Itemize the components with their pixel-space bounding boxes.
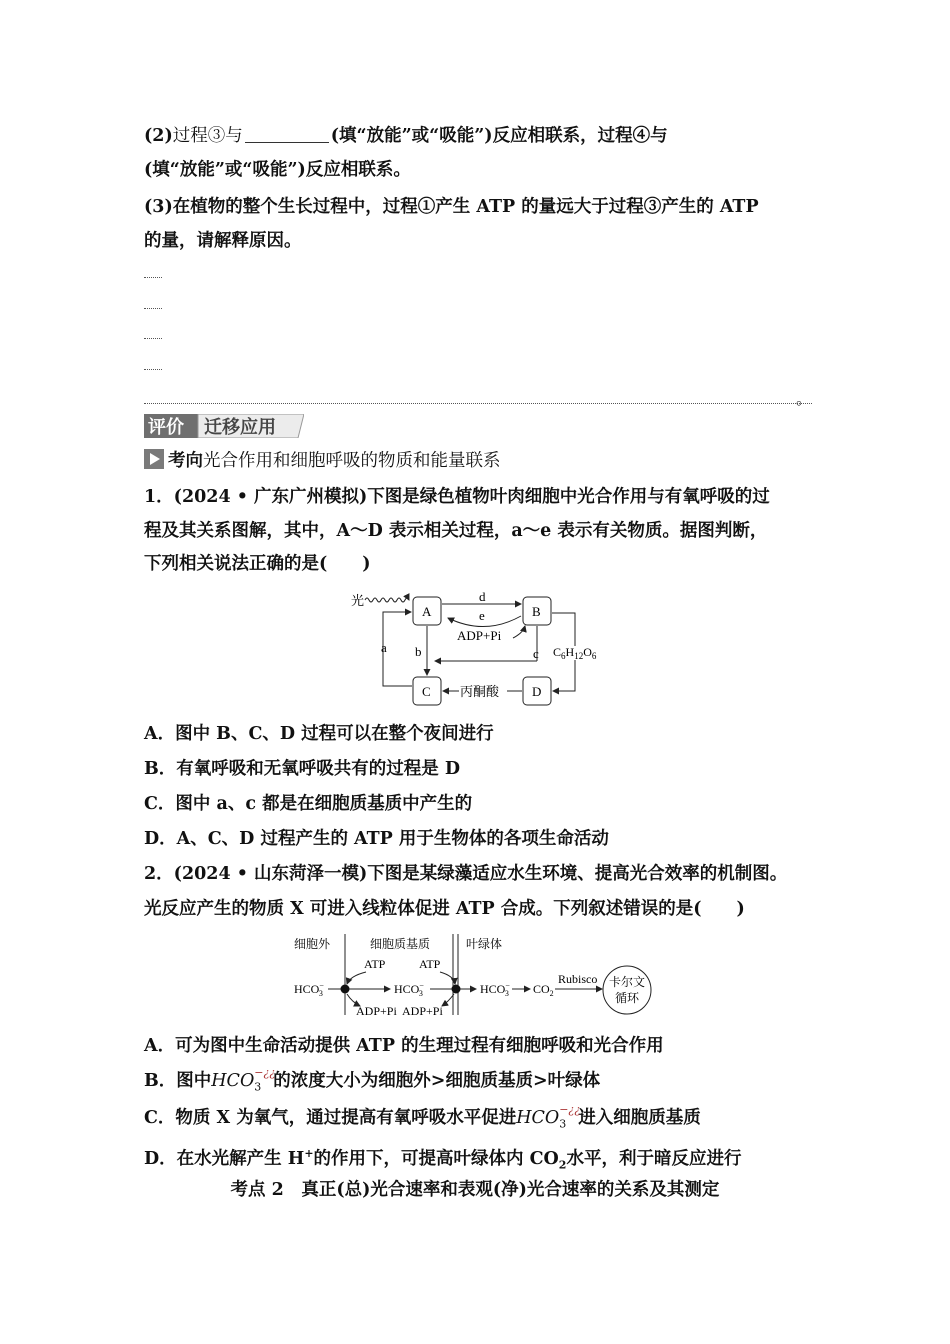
fig2-hco3-b: HCO− 3 <box>394 981 424 998</box>
fig2-adp-1: ADP+Pi <box>356 1004 397 1018</box>
fig2-transporter-2 <box>452 985 461 994</box>
fig2-atp-1: ATP <box>364 957 386 971</box>
fig1-label-pyruvate: 丙酮酸 <box>460 684 500 699</box>
fig1-arrow-a <box>383 612 412 686</box>
fig1-label-c: c <box>533 646 539 661</box>
fig1-glucose: $C_6H_{12}O_6$ <box>553 645 597 661</box>
fig1-arrow-glucose-D <box>553 660 575 691</box>
fig1-label-adp: ADP+Pi <box>457 628 502 643</box>
fig2-calvin-circle <box>603 966 651 1014</box>
q2-option-A[interactable]: A．可为图中生命活动提供 ATP 的生理过程有细胞呼吸和光合作用 <box>144 1036 664 1056</box>
answer-end-mark: 。 <box>796 389 813 408</box>
banner-left-text: 评价 <box>148 417 184 438</box>
q2-option-D[interactable]: D．在水光解产生 H+的作用下，可提高叶绿体内 $CO_2$水平，利于暗反应进行 <box>144 1147 742 1172</box>
q2-line2: 光反应产生的物质 X 可进入线粒体促进 ATP 合成。下列叙述错误的是( ) <box>144 899 745 919</box>
q1-option-A[interactable]: A．图中 B、C、D 过程可以在整个夜间进行 <box>144 724 494 744</box>
fig1-label-e: e <box>479 608 485 623</box>
fig2-arrow-adp-2 <box>442 994 454 1006</box>
fig2-rubisco: Rubisco <box>558 972 598 986</box>
q1-line3: 下列相关说法正确的是( ) <box>144 554 371 574</box>
q1-option-B[interactable]: B．有氧呼吸和无氧呼吸共有的过程是 D <box>144 759 461 779</box>
figure-photosynthesis-respiration <box>345 588 615 713</box>
q2-num: (2) <box>144 126 173 146</box>
fig2-co2: $CO_2$ <box>533 982 554 998</box>
q2-text-b: (填“放能”或“吸能”)反应相联系，过程④与 <box>330 126 668 146</box>
fig1-line-B-glucose <box>552 613 575 646</box>
fig1-label-A: A <box>422 604 432 619</box>
fig2-hco3-c: HCO− 3 <box>480 981 510 998</box>
section-title: 考点 2 真正(总)光合速率和表观(净)光合速率的关系及其测定 <box>230 1180 720 1200</box>
q2-line2: (填“放能”或“吸能”)反应相联系。 <box>144 160 411 180</box>
answer-line[interactable] <box>144 307 162 309</box>
q2-option-C[interactable]: C．物质 X 为氧气，通过提高有氧呼吸水平促进$HCO_3$ −¿¿ 进入细胞质基质 <box>144 1103 701 1131</box>
fig1-label-D: D <box>532 684 542 699</box>
fig2-label-outside: 细胞外 <box>294 937 331 951</box>
fig2-label-cytosol: 细胞质基质 <box>370 937 431 951</box>
q1-option-D[interactable]: D．A、C、D 过程产生的 ATP 用于生物体的各项生命活动 <box>144 829 609 849</box>
q2-line1: 2．(2024 • 山东菏泽一模)下图是某绿藻适应水生环境、提高光合效率的机制图。 <box>144 864 788 884</box>
q3-line1: (3)在植物的整个生长过程中，过程①产生 ATP 的量远大于过程③产生的 ATP <box>144 197 759 217</box>
kaoxiang-text: 光合作用和细胞呼吸的物质和能量联系 <box>203 451 501 471</box>
fig2-hco3-a: HCO− 3 <box>294 981 324 998</box>
fig2-calvin-2: 循环 <box>615 991 640 1005</box>
q3-line2: 的量，请解释原因。 <box>144 231 302 251</box>
fig1-light-wave <box>365 598 409 602</box>
kaoxiang-line <box>144 449 501 473</box>
fig2-atp-2: ATP <box>419 957 441 971</box>
answer-line[interactable] <box>144 276 162 278</box>
fig1-label-B: B <box>532 604 541 619</box>
answer-line-long[interactable] <box>144 402 812 404</box>
fig1-label-b: b <box>415 644 422 659</box>
figure-hco3-mechanism <box>290 930 670 1022</box>
q1-line2: 程及其关系图解，其中，A～D 表示相关过程，a～e 表示有关物质。据图判断， <box>144 521 768 541</box>
q2-text-a: 过程③与 <box>172 126 243 146</box>
kaoxiang-label: 考向 <box>168 451 203 471</box>
answer-line[interactable] <box>144 368 162 370</box>
fig1-label-a: a <box>381 640 387 655</box>
answer-blank-1[interactable] <box>245 126 329 143</box>
q2-line1 <box>144 124 668 148</box>
fig2-transporter-1 <box>341 985 350 994</box>
q1-line1: 1．(2024 • 广东广州模拟)下图是绿色植物叶肉细胞中光合作用与有氧呼吸的过 <box>144 487 770 507</box>
answer-line[interactable] <box>144 337 162 339</box>
fig1-label-C: C <box>422 684 431 699</box>
fig1-label-d: d <box>479 589 486 604</box>
q2-option-B[interactable]: B．图中$HCO_3$ −¿¿ 的浓度大小为细胞外>细胞质基质>叶绿体 <box>144 1066 601 1094</box>
banner-right-text: 迁移应用 <box>204 417 276 438</box>
fig2-adp-2: ADP+Pi <box>402 1004 443 1018</box>
fig1-arrow-adp <box>513 626 525 638</box>
fig2-label-chloroplast: 叶绿体 <box>466 937 503 951</box>
q1-option-C[interactable]: C．图中 a、c 都是在细胞质基质中产生的 <box>144 794 473 814</box>
fig2-calvin-1: 卡尔文 <box>609 975 646 989</box>
play-icon <box>144 449 164 469</box>
evaluation-banner <box>144 414 304 438</box>
fig2-arrow-atp-1 <box>347 972 366 984</box>
fig1-light-label: 光 <box>351 593 365 608</box>
